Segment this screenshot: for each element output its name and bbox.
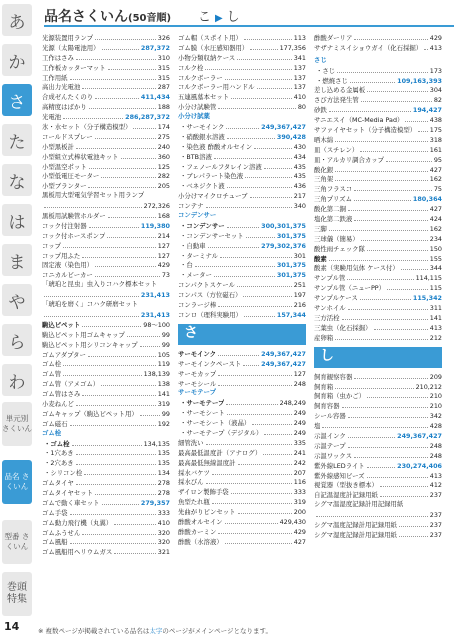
index-entry: 小型組立式棒状電池キット 360 (42, 152, 170, 161)
index-entry: サンプルケース 115,342 (314, 294, 442, 303)
index-entry: 晒木綿 318 (314, 135, 442, 144)
index-entry: 駒込ピペット用シリコンキャップ 99 (42, 340, 170, 349)
index-column-1 (42, 33, 170, 557)
section-header-sa: さ (178, 324, 306, 345)
index-entry: コンパス（方位磁石） 197 (178, 291, 306, 300)
kana-tab[interactable]: か (2, 44, 32, 76)
page-subtitle: (50音順) (128, 13, 172, 24)
index-entry: コップ 127 (42, 241, 170, 250)
index-entry: ゴムアダプター 105 (42, 350, 170, 359)
sidebar-tab[interactable]: 単元別 さくいん (2, 402, 32, 446)
index-entry: 皿・アルカリ調合カップ 95 (314, 155, 442, 164)
index-entry: ゴム管はさみ 141 (42, 390, 170, 399)
index-entry: コンパクトスケール 251 (178, 281, 306, 290)
index-entry: シール容器 342 (314, 412, 442, 421)
index-entry: 酢酸オルセイン 429,430 (178, 517, 306, 526)
index-entry: ・ベネジクト液 436 (180, 182, 306, 191)
index-entry: ・さじ 173 (316, 66, 442, 75)
index-entry: 自記温湿度計記録用紙 237 (314, 491, 442, 500)
index-entry: コック付ホースポンプ 214 (42, 231, 170, 240)
index-entry: 駒込ピペット 98～100 (42, 320, 170, 329)
index-entry: ゴムで動く車セット 279,357 (42, 498, 170, 507)
index-entry: 酸素（実験用気体 ケース付） 344 (314, 264, 442, 273)
kana-tab[interactable]: さ (2, 84, 32, 116)
page-number: 14 (4, 620, 20, 633)
index-entry: サンプル管 114,115 (314, 274, 442, 283)
index-entry: 小分け試薬 (178, 112, 210, 121)
footnote: ※ 複数ページが掲載されている品名は太字のページがメインページとなります。 (38, 627, 272, 635)
kana-tab[interactable]: ら (2, 324, 32, 356)
index-entry: サニエスイ（MC-Media Pad） 438 (314, 116, 442, 125)
index-entry: ゴム動力飛行機（丸翼） 410 (42, 518, 170, 527)
index-entry: 酢酸ダーリア 429 (314, 34, 442, 42)
index-entry: 最高最低温度計（アナログ） 241 (178, 448, 306, 457)
index-entry: ・自動車 279,302,376 (180, 241, 306, 250)
index-entry: 高出力光電池 287 (42, 83, 170, 92)
index-entry: 「琥珀を磨く」コハク研磨セット 231,413 (42, 300, 170, 319)
range-from: こ (197, 10, 211, 25)
index-entry: 酸化銀 427 (314, 165, 442, 174)
index-entry: 三角プリズム 180,364 (314, 195, 442, 204)
index-entry: 先曲がりピンセット 200 (178, 508, 306, 517)
index-entry: ・染色液 酢酸オルセイン 430 (180, 142, 306, 151)
index-entry: サーモシール 248 (178, 379, 306, 388)
index-entry: ゴムタイヤ 278 (42, 479, 170, 488)
index-column-2 (178, 33, 306, 547)
kana-tab[interactable]: わ (2, 364, 32, 396)
kana-tab[interactable]: ま (2, 244, 32, 276)
index-entry: コンラージ棒 216 (178, 301, 306, 310)
index-entry: ・台 301,375 (180, 261, 306, 270)
index-entry: ・硝酸銀水溶液 390,428 (180, 132, 306, 141)
index-entry: 示温インク 249,367,427 (314, 431, 442, 440)
sidebar-tab[interactable]: 巻頭 特集 (2, 572, 32, 616)
index-entry: 飼育容器 210 (314, 402, 442, 411)
index-entry: コンデンサー (178, 211, 217, 220)
sidebar-tab[interactable]: 型番 さくいん (2, 520, 32, 564)
index-entry: サザナミスイショウガイ（化石採掘） 413 (314, 43, 442, 52)
index-entry: シグマ温度記録計用記録用紙 237 (314, 520, 442, 529)
index-entry: ・サーモテープ（デジタル） 249 (180, 428, 306, 437)
index-entry: 酸性雨チェック隊 150 (314, 244, 442, 253)
index-entry: ゴム管（アメゴム） 138 (42, 380, 170, 389)
index-entry: シグマ温湿度記録計用記録用紙 237 (314, 500, 442, 520)
index-entry: コップ用ふた 127 (42, 251, 170, 260)
index-entry: 三角フラスコ 75 (314, 185, 442, 194)
index-entry: 工作板カッターマット 315 (42, 63, 170, 72)
index-entry: 三方活栓 141 (314, 313, 442, 322)
index-sidebar (0, 0, 34, 644)
index-entry: 高精度はばかり 188 (42, 103, 170, 112)
index-entry: 砂鉄 194,427 (314, 106, 442, 115)
index-entry: 示温ワックス 248 (314, 451, 442, 460)
index-entry: 小分け試験管 80 (178, 103, 306, 112)
index-entry: ゴム栓 119 (42, 360, 170, 369)
index-entry: ・シリコン栓 134 (44, 469, 170, 478)
index-entry: ゴム膜（水圧感知器用） 177,356 (178, 43, 306, 52)
index-entry: 酸化第二銅 427 (314, 205, 442, 214)
index-entry: ゴムふうせん 320 (42, 528, 170, 537)
index-entry: シグマ湿度記録計用記録用紙 237 (314, 530, 442, 539)
index-entry: サーモカップ 127 (178, 369, 306, 378)
index-entry: 工作用紙 315 (42, 73, 170, 82)
index-entry: 飼育箱 210,212 (314, 382, 442, 391)
index-entry: ・サーモインク 249,367,427 (180, 123, 306, 132)
index-entry: ・メーター 301,375 (180, 271, 306, 280)
index-column-3 (314, 33, 442, 540)
index-entry: 差し込める金属板 304 (314, 86, 442, 95)
index-entry: サファイヤセット（分子構造模型） 175 (314, 126, 442, 135)
index-entry: 酢酸カーミン 429 (178, 527, 306, 536)
index-entry: 三葉虫（化石採掘） 413 (314, 323, 442, 332)
sidebar-tab[interactable]: 品名 さくいん (2, 460, 32, 504)
index-entry: ・ゴム栓 134,135 (44, 439, 170, 448)
index-entry: ゴム風船 320 (42, 538, 170, 547)
index-entry: 光源装置用ランプ 326 (42, 34, 170, 42)
index-entry: サーモインク 249,367,427 (178, 349, 306, 358)
index-entry: コールドスプレー 275 (42, 132, 170, 141)
index-entry: 採水バケツ 207 (178, 468, 306, 477)
index-entry: コルクボーラー 137 (178, 73, 306, 82)
index-entry: コンロ（理科実験用） 157,344 (178, 310, 306, 319)
index-entry: コンテナ 340 (178, 202, 306, 211)
index-entry: コルク栓 137 (178, 63, 306, 72)
index-entry: ・ブレパラート染色液 435 (180, 172, 306, 181)
index-entry: サンプル管（ニューPP） 115 (314, 284, 442, 293)
index-entry: 飼育観察容器 209 (314, 372, 442, 381)
index-entry: 三角架 162 (314, 175, 442, 184)
range-to: し (226, 10, 240, 25)
index-entry: サンホイル 311 (314, 304, 442, 313)
index-entry: 酸素 155 (314, 254, 442, 263)
index-entry: 三脚 162 (314, 224, 442, 233)
index-entry: 紫外線LEDライト 230,274,406 (314, 461, 442, 470)
index-entry: コック付注射器 119,380 (42, 221, 170, 230)
arrow-right-icon: ▶ (214, 13, 223, 24)
index-entry: 産卵箱 212 (314, 333, 442, 342)
index-entry: 示温テープ 248 (314, 441, 442, 450)
group-heading: さじ (314, 55, 327, 64)
index-entry: 黒板用試験管ホルダー 168 (42, 212, 170, 221)
index-entry: 小型ブランター 205 (42, 182, 170, 191)
index-entry: 酢酸（水溶液） 427 (178, 537, 306, 546)
page-title: 品名さくいん (44, 9, 128, 25)
index-entry: コルクボーラー用ハンドル 137 (178, 83, 306, 92)
index-entry: 固定液（染色用） 429 (42, 261, 170, 270)
kana-tab[interactable]: た (2, 124, 32, 156)
index-entry: ゴムキャップ（駒込ピペット用） 99 (42, 409, 170, 418)
index-entry: ・1穴あき 135 (44, 449, 170, 458)
index-entry: 塩化第二鉄液 424 (314, 215, 442, 224)
header-divider (44, 25, 454, 27)
index-entry: 黒板用大型電気学習セット用ランプ 272,326 (42, 191, 170, 211)
index-entry: ・サーモテープ 248,249 (180, 399, 306, 408)
index-entry: 採水びん 116 (178, 478, 306, 487)
index-entry: 最高最低無線温度計 242 (178, 458, 306, 467)
index-entry: ゴム風船用ヘリウムガス 321 (42, 548, 170, 557)
index-entry: 駒込ピペット用ゴムキャップ 99 (42, 330, 170, 339)
index-entry: 合成ゼんたくのり 411,434 (42, 93, 170, 102)
section-header-shi: し (314, 347, 442, 368)
index-entry: 皿（スチレン） 161 (314, 145, 442, 154)
index-entry: ・コンデンサー 300,301,375 (180, 221, 306, 230)
index-entry: 紫外線感知ビーズ 413 (314, 471, 442, 480)
index-entry: 小型温空ポット 125 (42, 162, 170, 171)
index-entry: ゴム帽（スポイト用） 113 (178, 34, 306, 42)
index-entry: さび方法発生管 82 (314, 96, 442, 105)
index-entry: 小物分類収納ケース 341 (178, 53, 306, 62)
index-entry: ・フェノールフタレイン溶液 435 (180, 162, 306, 171)
kana-tab[interactable]: な (2, 164, 32, 196)
index-entry: 視覚器（型抜き標本） 412 (314, 481, 442, 490)
index-entry: 飼育箱（虫かご） 210 (314, 392, 442, 401)
index-entry: 塩 428 (314, 422, 442, 431)
index-entry: ・燃焼さじ 109,163,393 (316, 76, 442, 85)
index-entry: ザイロン製飾手袋 333 (178, 488, 306, 497)
kana-tab[interactable]: は (2, 204, 32, 236)
range-nav (198, 10, 240, 25)
index-entry: ・ターミナル 301 (180, 251, 306, 260)
index-entry: ・コンデンサーセット 301,375 (180, 231, 306, 240)
index-entry: 氷・水セット（分子構造模型） 174 (42, 123, 170, 132)
index-entry: ゴムタイヤセット 278 (42, 488, 170, 497)
index-entry: 小麦ねんど 319 (42, 399, 170, 408)
index-entry: ・サーモシート 249 (180, 409, 306, 418)
index-entry: ・サーモシート（液晶） 249 (180, 419, 306, 428)
index-entry: 光電池 286,287,372 (42, 113, 170, 122)
index-entry: ・BTB溶液 434 (180, 152, 306, 161)
index-entry: ゴム管 138,139 (42, 370, 170, 379)
index-entry: サーモインクペースト 249,367,427 (178, 359, 306, 368)
index-entry: 光源（太陽電池用） 287,372 (42, 43, 170, 52)
index-entry: 小型黒板計 240 (42, 142, 170, 151)
kana-tab[interactable]: や (2, 284, 32, 316)
index-entry: 三球儀（簡易） 234 (314, 234, 442, 243)
index-entry: 五連風墓本セット 410 (178, 93, 306, 102)
index-entry: ゴム磁石 192 (42, 419, 170, 428)
index-entry: 小分けマイクロチューブ 217 (178, 192, 306, 201)
index-entry: ゴム手袋 333 (42, 508, 170, 517)
index-entry: サーモテープ (178, 388, 217, 397)
index-entry: 「琥珀と昆虫」虫入りコハク標本セット 231,413 (42, 280, 170, 300)
index-entry: コニカルビーカー 73 (42, 271, 170, 280)
index-entry: 細管洗い 335 (178, 438, 306, 447)
index-entry: 小型低電圧モーター 282 (42, 172, 170, 181)
index-entry: 工作はさみ 310 (42, 53, 170, 62)
index-entry: ・2穴あき 135 (44, 459, 170, 468)
kana-tab[interactable]: あ (2, 4, 32, 36)
index-entry: 魚型たれ瓶 319 (178, 498, 306, 507)
page-header (44, 6, 240, 26)
index-entry: ゴム栓 (42, 428, 62, 437)
